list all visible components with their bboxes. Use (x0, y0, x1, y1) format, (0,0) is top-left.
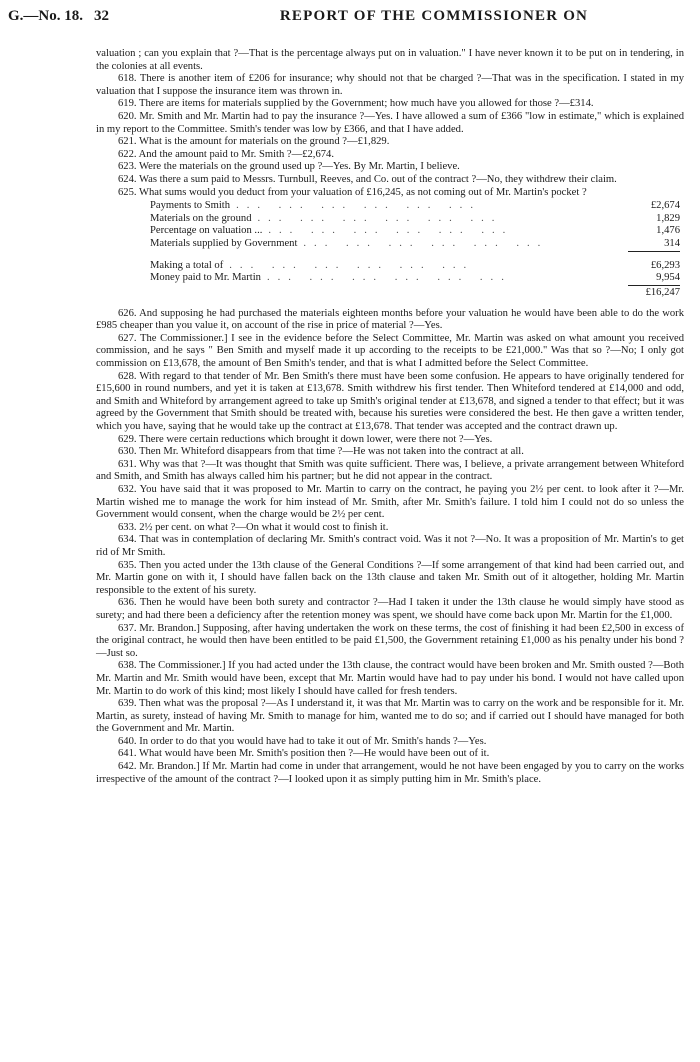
table-row (150, 260, 680, 273)
paragraph: 628. With regard to that tender of Mr. Ben Smith's there must have been some confusion. He appears to have originally tendered for £15,600 in round numbers, and yet it is taken at £13,678. Smith withdrew his first tender. Then Whiteford tendered at £14,000 and odd, and Smith and Whiteford by arrangement agreed to take up Smith's original tender at £13,678, and signed a tender to that effect; but it was agreed by the Government that Smith should be treated with, because his sureties were considered the best. He then gave a written tender, which you have, saying that he would take up the contract at £13,678. That tender was accepted and the contract drawn up. (96, 370, 684, 433)
paragraph: 635. Then you acted under the 13th clause of the General Conditions ?—If some arrangement of that kind had been carried out, and Mr. Martin gone on with it, I should have fallen back on the 13th clause and taken Mr. Smith out of it altogether, holding Mr. Martin responsible to the extent of his surety. (96, 559, 684, 596)
document-reference: G.—No. 18. (8, 8, 83, 24)
paragraph: 636. Then he would have been both surety and contractor ?—Had I taken it under the 13th clause he would simply have stood as surety; and had there been a deficiency after the retention money was spent, we should have come back upon Mr. Martin for the £1,000. (96, 597, 684, 621)
paragraph: 625. What sums would you deduct from your valuation of £16,245, as not coming out of Mr. Martin's pocket ? (118, 186, 587, 198)
table-total: £16,247 (645, 287, 680, 299)
row-label: Making a total of (150, 259, 224, 271)
row-value: £2,674 (650, 200, 680, 212)
paragraph: 623. Were the materials on the ground used up ?—Yes. By Mr. Martin, I believe. (118, 161, 460, 173)
dot-leader: ... ... ... ... ... ... (303, 237, 549, 249)
page-number: 32 (94, 8, 109, 24)
row-value: 1,829 (656, 212, 680, 224)
paragraph: 637. Mr. Brandon.] Supposing, after having undertaken the work on these terms, the cost of finishing it had been £2,500 in excess of the original contract, he would then have been entitled to be paid £1,500, the Government retaining £1,000 as his penalty under his bond ?—Just so. (96, 622, 684, 659)
paragraph: 629. There were certain reductions which brought it down lower, were there not ?—Yes. (118, 433, 493, 445)
dot-leader: ... ... ... ... ... ... (229, 259, 475, 271)
paragraph: 630. Then Mr. Whiteford disappears from that time ?—He was not taken into the contract at all. (118, 446, 524, 458)
paragraph: 639. Then what was the proposal ?—As I understand it, it was that Mr. Martin was to carry on the work and be responsible for it. Mr. Martin, as surety, instead of having Mr. Smith to manage for him, wanted me to do so; and if carried out I should have managed for both the Government and Mr. Martin. (96, 698, 684, 735)
row-label: Money paid to Mr. Martin (150, 272, 261, 284)
paragraph: 633. 2½ per cent. on what ?—On what it would cost to finish it. (118, 521, 389, 533)
paragraph: 634. That was in contemplation of declaring Mr. Smith's contract void. Was it not ?—No. It was a proposition of Mr. Martin's to get rid of Mr Smith. (96, 534, 684, 558)
table-row (150, 272, 680, 285)
dot-leader: ... ... ... ... ... ... (266, 272, 512, 284)
paragraph: 624. Was there a sum paid to Messrs. Turnbull, Reeves, and Co. out of the contract ?—No, they withdrew their claim. (118, 173, 617, 185)
paragraph: 642. Mr. Brandon.] If Mr. Martin had come in under that arrangement, would he not have been engaged by you to carry on the works irrespective of the amount of the contract ?—I looked upon it as simply putting him in Mr. Smith's place. (96, 761, 684, 785)
running-title: REPORT OF THE COMMISSIONER ON (279, 8, 589, 24)
row-label: Payments to Smith (150, 200, 231, 212)
paragraph: 641. What would have been Mr. Smith's position then ?—He would have been out of it. (118, 748, 490, 760)
dot-leader: ... ... ... ... ... ... (257, 212, 503, 224)
row-label: Materials supplied by Government (150, 237, 298, 249)
row-value: 9,954 (656, 272, 680, 284)
table-row (150, 225, 680, 238)
paragraph: 632. You have said that it was proposed to Mr. Martin to carry on the contract, he paying you 2½ per cent. to look after it ?—Mr. Martin wished me to manage the work for him instead of Mr. Smith, after Mr. Smith's failure. I told him I could not do so unless the Government would consent, when the charge would be 2½ per cent. (96, 484, 684, 521)
paragraph: 638. The Commissioner.] If you had acted under the 13th clause, the contract would have been broken and Mr. Smith ousted ?—Both Mr. Martin and Mr. Smith would have been, except that Mr. Martin would have had to pay under his bond. I would not have called upon Mr. Martin to do work of this kind; most likely I should have called for fresh tenders. (96, 660, 684, 697)
page-header (8, 6, 690, 28)
document-body (96, 48, 684, 786)
paragraph: 626. And supposing he had purchased the materials eighteen months before your valuation he would have been able to do the work £985 cheaper than you value it, on account of the rise in price of material ?—Yes. (96, 307, 684, 332)
table-row (150, 200, 680, 213)
row-value: 1,476 (656, 225, 680, 237)
paragraph: 622. And the amount paid to Mr. Smith ?—£2,674. (118, 148, 334, 160)
table-row (150, 213, 680, 226)
deduction-table (150, 200, 680, 302)
row-value: £6,293 (650, 259, 680, 271)
table-row (150, 238, 680, 251)
row-label: Materials on the ground (150, 212, 252, 224)
paragraph: valuation ; can you explain that ?—That is the percentage always put on in valuation." I have never known it to be put on in tendering, in the colonies at all events. (96, 48, 684, 72)
paragraph: 631. Why was that ?—It was thought that Smith was quite sufficient. There was, I believe, a private arrangement between Whiteford and Smith, and Smith has always called him his partner; but he did not appear in the contract. (96, 458, 684, 483)
paragraph: 640. In order to do that you would have had to take it out of Mr. Smith's hands ?—Yes. (118, 735, 487, 747)
paragraph: 620. Mr. Smith and Mr. Martin had to pay the insurance ?—Yes. I have allowed a sum of £366 "low in estimate," which is explained in my report to the Committee. Smith's tender was low by £366, and that I have added. (96, 110, 684, 135)
paragraph: 618. There is another item of £206 for insurance; why should not that be charged ?—That was in the specification. I stated in my valuation that I suppose the insurance item was thrown in. (96, 73, 684, 97)
dot-leader: ... ... ... ... ... ... (268, 225, 514, 237)
paragraph: 621. What is the amount for materials on the ground ?—£1,829. (118, 136, 390, 148)
paragraph: 619. There are items for materials supplied by the Government; how much have you allowed for those ?—£314. (118, 98, 594, 110)
subtotal-rule (628, 251, 680, 252)
row-value: 314 (664, 237, 680, 249)
row-label: Percentage on valuation ... (150, 225, 263, 237)
dot-leader: ... ... ... ... ... ... (236, 200, 481, 212)
paragraph: 627. The Commissioner.] I see in the evidence before the Select Committee, Mr. Martin was asked on what amount you received commission, and he says " Ben Smith and myself made it up according to the receipts to be £21,000." Was that so ?—No; I only got commission on £13,678, the amount of Ben Smith's tender, and that is what I admitted before the Select Committee. (96, 332, 684, 370)
table-total-row (150, 286, 680, 302)
